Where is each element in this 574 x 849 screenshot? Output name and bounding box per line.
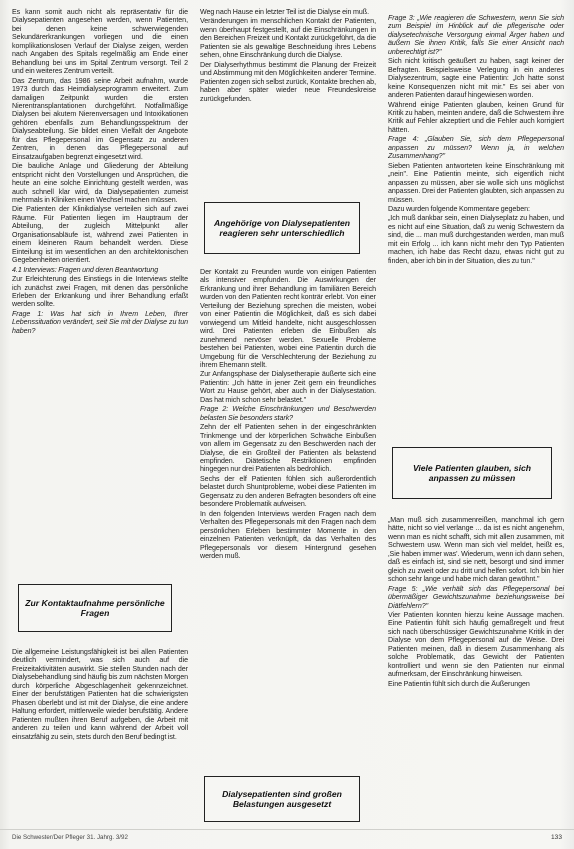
body-paragraph: In den folgenden Interviews werden Fragen nach dem Verhalten des Pflegepersonals mit den Fragen nach dem persönlichen Erleben bestimmter Momente in den einzelnen Patienten verknüpft, da das Verhalten des Pflegepersonals vor diesem Hintergrund gesehen werden muß. xyxy=(200,509,376,560)
pull-quote-burden xyxy=(204,776,360,822)
body-paragraph: Es kann somit auch nicht als repräsentativ für die Dialysepatienten angesehen werden, wenn Patienten, bei denen keine schwerwiegenden Sekundärerkrankungen vorliegen und die einen komplikationslosen Verlauf der Dialyse zeigen, werden nach Angaben des Spitals regelmäßig am Ende einer Behandlung bei uns im Spital Zentrum versorgt. Teil 2 und ein weiteres Zentrum verteilt. xyxy=(12,8,188,76)
column-1-text-bottom xyxy=(12,648,188,741)
footer-rule xyxy=(0,829,574,830)
question-paragraph: Frage 1: Was hat sich in Ihrem Leben, Ihrer Lebenssituation verändert, seit Sie mit der Dialyse zu tun haben? xyxy=(12,309,188,335)
question-paragraph: Frage 3: „Wie reagieren die Schwestern, wenn Sie sich zum Beispiel im Hinblick auf die pflegerische oder dialysetechnische Versorgung einmal Ärger haben und äußern Sie ihnen Kritik, falls Sie einer Ansicht nach unberechtigt ist?" xyxy=(388,14,564,56)
body-paragraph: Die allgemeine Leistungsfähigkeit ist bei allen Patienten deutlich vermindert, was sich auch auf die Freizeitaktivitäten auswirkt. Sie stellen Stunden nach der Dialysebehandlung sind häufig bis zum nächsten Morgen durch körperliche Abgeschlagenheit gekennzeichnet. Einer der berufstätigen Patienten hat die schwierigsten Phasen überlebt und ist mit der Dialyse, die eine andere Haltung erfordert, mittlerweile wieder berufstätig. Andere Patienten mußten ihren Beruf aufgeben, die Arbeit mit anderen zu teilen und kann während der Arbeit voll einsatzfähig zu sein, stets durch den Beruf bedingt ist. xyxy=(12,648,188,741)
footer-issue: Die Schwester/Der Pfleger 31. Jahrg. 3/92 xyxy=(12,834,128,841)
body-paragraph: Zur Anfangsphase der Dialysetherapie äußerte sich eine Patientin: „Ich hätte in jener Zeit gern ein freundliches Wort zu Hause gehört, aber auch in der Dialysestation. Das hat mich schon sehr belastet." xyxy=(200,370,376,404)
body-paragraph: Die Patienten der Klinikdialyse verteilen sich auf zwei Räume. Für Patienten liegen im Hauptraum der Abteilung, der zugleich Mittelpunkt aller Organisationsabläufe ist, während zwei Patienten in einem kleineren Raum behandelt werden. Diese Einteilung ist im wesentlichen an den architektonischen Gegebenheiten orientiert. xyxy=(12,205,188,265)
body-paragraph: Zur Erleichterung des Einstiegs in die Interviews stellte ich zunächst zwei Fragen, mit denen das persönliche Erleben der Erkrankung und ihrer Behandlung erfaßt werden sollte. xyxy=(12,275,188,309)
body-paragraph: Sieben Patienten antworteten keine Einschränkung mit „nein". Eine Patientin meinte, sich eigentlich nicht anpassen zu müssen, aber sie wolle sich uns möglichst anpassen. Drei der Patienten glaubten, sich anpassen zu müssen. xyxy=(388,161,564,204)
pull-quote-adapt xyxy=(392,447,552,499)
pull-quote-relatives xyxy=(204,202,360,254)
column-3-lower xyxy=(388,516,564,828)
column-1-text-top xyxy=(12,8,188,335)
column-2-text-top xyxy=(200,8,376,103)
column-1-lower xyxy=(12,648,188,828)
body-paragraph: Dazu wurden folgende Kommentare gegeben: xyxy=(388,204,530,213)
column-3 xyxy=(388,14,564,444)
body-paragraph: Während einige Patienten glauben, keinen Grund für Kritik zu haben, meinten andere, daß die Schwestern ihre Kritik auf Fehler akzeptiert und die Fehler auch korrigiert hätten. xyxy=(388,100,564,134)
pull-quote-contact-text: Zur Kontaktaufnahme persönliche Fragen xyxy=(25,597,165,618)
pull-quote-adapt-text: Viele Patienten glauben, sich anpassen zu müssen xyxy=(412,462,532,483)
body-paragraph: Weg nach Hause ein letzter Teil ist die Dialyse ein muß. xyxy=(200,8,369,16)
body-paragraph: Veränderungen im menschlichen Kontakt der Patienten, wenn überhaupt festgestellt, auf die Einschränkungen in den Bereichen Freizeit und Kontakt zurückgeführt, da die Patienten sie als gewaltige Beschneidung ihres Lebens sehen, ohne Einschränkung durch die Dialyse. xyxy=(200,17,376,60)
pull-quote-burden-text: Dialysepatienten sind großen Belastungen ausgesetzt xyxy=(222,788,342,809)
question-paragraph: Frage 5: „Wie verhält sich das Pflegepersonal bei übermäßiger Gewichtszunahme beziehungsweise bei Diätfehlern?" xyxy=(388,584,564,610)
column-3-text-top xyxy=(388,14,564,265)
question-paragraph: Frage 4: „Glauben Sie, sich dem Pflegepersonal anpassen zu müssen? Wenn ja, in welchen Zusammenhang?" xyxy=(388,135,564,161)
body-paragraph: Vier Patienten konnten hierzu keine Aussage machen. Eine Patientin fühlt sich häufig gemaßregelt und freut sich nach überschüssiger Gewichtszunahme Kritik in der Dialyse von dem Pflegepersonal auf die Weise. Drei Patienten meinen, daß in diesem Zusammenhang als solche Problematik, das Gewicht der Patienten kontrolliert und wenn sie den Patienten nur einmal aufmerksam, der Einschränkung hinweisen. xyxy=(388,610,564,679)
question-paragraph: 4.1 Interviews: Fragen und deren Beantwortung xyxy=(12,265,159,274)
body-paragraph: Das Zentrum, das 1986 seine Arbeit aufnahm, wurde 1973 durch das Heimdialyseprogramm erweitert. Zum damaligen Zeitpunkt wurden die ersten Nierentransplantationen durchgeführt. Notfallmäßige Dialysen bei akutem Nierenversagen und Intoxikationen gehören ebenfalls zum Behandlungsspektrum der Dialyseabteilung. Sie bildet einen Vielfalt der Angebote für das Pflegepersonal im Gegensatz zu anderen Zentren, in denen das Pflegepersonal auf Einsatzaufgaben begrenzt eingesetzt wird. xyxy=(12,76,188,161)
body-paragraph: Sich nicht kritisch geäußert zu haben, sagt keiner der Befragten. Beispielsweise Verlegung in ein anderes Dialysezentrum, sagte eine Patientin: „Ich hatte sonst keine Konsequenzen nicht mit mir." Es sei aber von anderen Patienten darauf hingewiesen worden. xyxy=(388,57,564,100)
pull-quote-contact xyxy=(18,584,172,632)
column-2 xyxy=(200,8,376,198)
body-paragraph: Der Dialyserhythmus bestimmt die Planung der Freizeit und Abstimmung mit den Möglichkeiten anderer Termine. Patienten zogen sich selbst zurück, Kontakte brechen ab, haben aber später wieder neue Freundeskreise zurückgefunden. xyxy=(200,60,376,103)
page-number: 133 xyxy=(551,834,563,841)
body-paragraph: Die bauliche Anlage und Gliederung der Abteilung entspricht nicht den Vorstellungen und Ansprüchen, die heute an eine solche Einrichtung gestellt werden, was auch schnell klar wird, da Dialysepatienten zumeist mehrmals in Kliniken einen Wechsel machen müssen. xyxy=(12,162,188,204)
pull-quote-relatives-text: Angehörige von Dialysepatienten reagieren sehr unterschiedlich xyxy=(213,217,351,238)
body-paragraph: Der Kontakt zu Freunden wurde von einigen Patienten als intensiver empfunden. Die Auswirkungen der Erkrankung und ihrer Behandlung im familiären Bereich wurden von den Patienten recht konträr erlebt. Von einer Verteilung der Beziehung sprechen die meisten, wobei von einer Patientin die Möglichkeit, daß es sich dabei vorwiegend um Mitleid handelte, nicht ausgeschlossen wird. Drei Patienten erleben die Einbußen als zunehmend nervöser werden. Sexuelle Probleme bestehen bei Patienten, wobei eine Patientin durch die Umgebung für die Verschlechterung der Beziehung zu ihrem Ehemann stellt. xyxy=(200,268,376,369)
body-paragraph: Zehn der elf Patienten sehen in der eingeschränkten Trinkmenge und der körperlichen Schwäche Einbußen von allem im Gegensatz zu den Beschwerden nach der Dialyse, die ein Großteil der Patienten als belastend empfinden. Diätetische Restriktionen empfinden hingegen nur drei Patienten als bedrohlich. xyxy=(200,423,376,474)
column-2-text-bottom xyxy=(200,268,376,560)
column-2-lower xyxy=(200,268,376,770)
body-paragraph: „Man muß sich zusammenreißen, manchmal ich gern hätte, nicht so viel verlange ... da ist es nicht angenehm, wenn man es nicht schafft, sich mit allen zusammen, mit Schwestern usw. Wenn man sich viel meldet, heißt es, ‚Sie haben immer was'. Wiederum, wenn ich dann sehen, daß es einfach ist, sind sie nett, besorgt und sind immer gleich zu zweit oder zu dritt und helfen sofort. Ich bin hier schon sehr lange und habe mich daran gewöhnt." xyxy=(388,516,564,584)
body-paragraph: „Ich muß dankbar sein, einen Dialyseplatz zu haben, und es nicht auf eine Situation, daß zu wenig Schwestern da sind, die ... man muß durchgestanden werden, man muß mit ein Erfolg ... ich kann nicht mehr den Typ Patienten machen, ich habe das Recht dazu, etwas nicht gut zu finden, aber ich bin in der Situation, dies zu tun." xyxy=(388,214,564,265)
body-paragraph: Eine Patientin fühlt sich durch die Äußerungen xyxy=(388,679,530,688)
body-paragraph: Sechs der elf Patienten fühlen sich außerordentlich belastet durch Shuntprobleme, wobei diese Patienten im Gegensatz zu den anderen Befragten besonders oft eine besondere Problematik aufweisen. xyxy=(200,474,376,509)
column-3-text-bottom xyxy=(388,516,564,688)
question-paragraph: Frage 2: Welche Einschränkungen und Beschwerden belasten Sie besonders stark? xyxy=(200,405,376,422)
